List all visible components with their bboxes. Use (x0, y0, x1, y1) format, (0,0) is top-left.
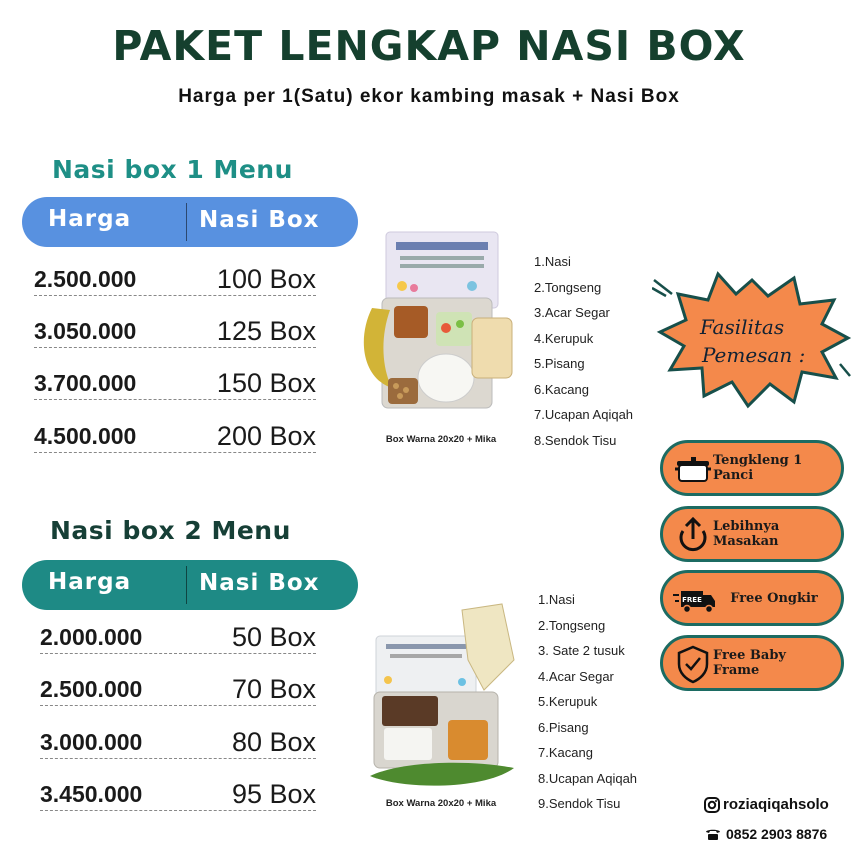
section1-menu-list (534, 249, 633, 453)
facility-free-ongkir (660, 570, 844, 626)
section1-caption: Box Warna 20x20 + Mika (385, 434, 497, 445)
list-item: 1.Nasi (538, 592, 575, 607)
row-qty: 70 Box (231, 674, 316, 704)
list-item: 2.Tongseng (534, 279, 602, 295)
facility-label: Free Baby Frame (713, 648, 786, 678)
row-qty: 100 Box (216, 264, 316, 294)
section2-menu-list (538, 587, 637, 817)
table-row (40, 719, 316, 759)
nasi-box-2-image (364, 600, 524, 790)
row-price: 3.050.000 (34, 318, 137, 344)
facility-tengkleng (660, 440, 844, 496)
facilities-badge (652, 266, 852, 416)
table-row (40, 771, 316, 811)
row-price: 3.700.000 (34, 370, 137, 396)
facilities-title-line1: Fasilitas (700, 315, 785, 339)
list-item: 2.Tongseng (538, 617, 606, 633)
list-item: 7.Kacang (538, 745, 593, 760)
list-item: 9.Sendok Tisu (538, 796, 621, 811)
table-row (34, 413, 316, 453)
page-subtitle: Harga per 1(Satu) ekor kambing masak + Nasi Box (178, 86, 680, 107)
phone-contact[interactable] (704, 826, 827, 842)
page-title: PAKET LENGKAP NASI BOX (112, 22, 746, 70)
section2-caption: Box Warna 20x20 + Mika (385, 798, 497, 809)
list-item: 7.Ucapan Aqiqah (534, 407, 634, 422)
facility-lebihnya-masakan (660, 506, 844, 562)
section1-title: Nasi box 1 Menu (52, 155, 293, 184)
facility-label: Free Ongkir (730, 590, 818, 606)
facility-label: Lebihnya Masakan (713, 519, 780, 549)
facility-free-baby-frame (660, 635, 844, 691)
list-item: 4.Acar Segar (538, 668, 614, 684)
row-qty: 150 Box (216, 368, 316, 398)
header-divider (186, 203, 187, 241)
row-price: 2.000.000 (40, 624, 143, 650)
facility-label: Tengkleng 1 Panci (713, 453, 803, 483)
section2-title: Nasi box 2 Menu (50, 516, 291, 545)
instagram-contact[interactable] (704, 796, 829, 813)
instagram-icon (704, 797, 720, 813)
return-arrow-icon (673, 515, 713, 555)
list-item: 6.Kacang (534, 381, 589, 397)
section1-col-qty: Nasi Box (199, 207, 320, 233)
table-row (34, 256, 316, 296)
list-item: 8.Sendok Tisu (534, 432, 617, 448)
row-price: 3.450.000 (40, 781, 143, 807)
shield-check-icon (673, 644, 713, 684)
list-item: 3.Acar Segar (534, 305, 610, 320)
phone-number: 0852 2903 8876 (726, 826, 828, 842)
row-price: 4.500.000 (34, 423, 137, 449)
svg-text:FREE: FREE (682, 596, 702, 604)
row-price: 3.000.000 (40, 729, 143, 755)
list-item: 3. Sate 2 tusuk (538, 643, 625, 658)
list-item: 1.Nasi (534, 254, 571, 269)
delivery-truck-icon (673, 579, 713, 619)
section2-col-qty: Nasi Box (199, 570, 320, 596)
table-row (34, 360, 316, 400)
facilities-title-line2: Pemesan : (702, 343, 806, 367)
row-qty: 80 Box (231, 727, 316, 757)
section1-col-price: Harga (48, 206, 132, 232)
row-qty: 95 Box (231, 779, 316, 809)
instagram-handle: roziaqiqahsolo (723, 796, 829, 813)
list-item: 6.Pisang (538, 719, 589, 735)
row-qty: 50 Box (231, 622, 316, 652)
list-item: 4.Kerupuk (534, 330, 594, 346)
phone-icon (704, 827, 722, 841)
row-price: 2.500.000 (40, 676, 143, 702)
list-item: 5.Kerupuk (538, 694, 598, 709)
table-row (40, 666, 316, 706)
list-item: 5.Pisang (534, 356, 585, 371)
table-row (40, 614, 316, 654)
row-qty: 200 Box (216, 421, 316, 451)
section1-table-header (22, 197, 358, 247)
pot-icon (673, 449, 713, 489)
row-qty: 125 Box (216, 316, 316, 346)
table-row (34, 308, 316, 348)
header-divider (186, 566, 187, 604)
list-item: 8.Ucapan Aqiqah (538, 770, 638, 786)
row-price: 2.500.000 (34, 266, 137, 292)
nasi-box-1-image (352, 228, 522, 428)
section2-table-header (22, 560, 358, 610)
section2-col-price: Harga (48, 569, 132, 595)
